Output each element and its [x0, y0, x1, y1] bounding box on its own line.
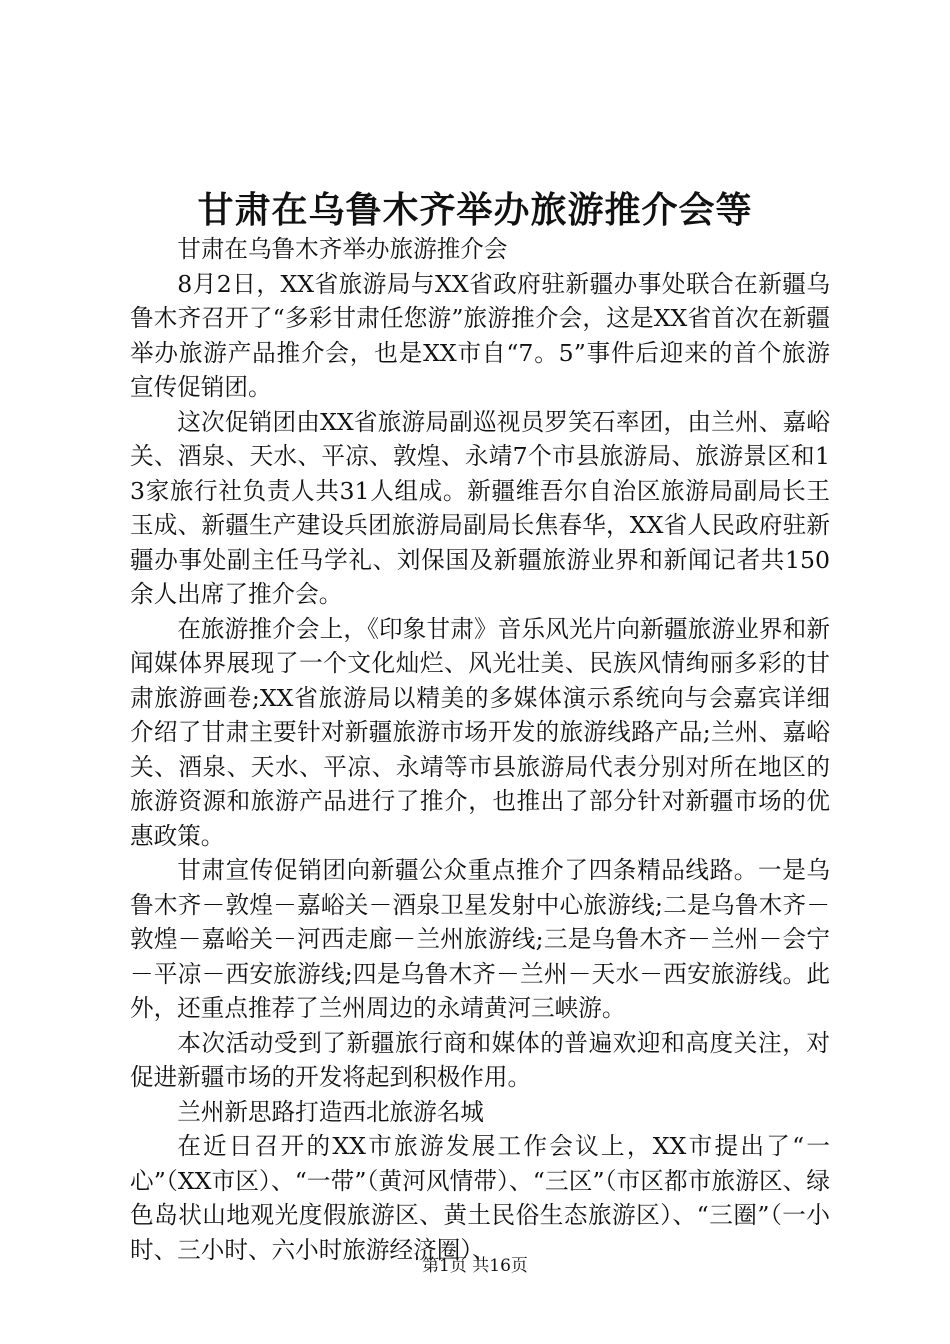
body-paragraph: 这次促销团由XX省旅游局副巡视员罗笑石率团，由兰州、嘉峪关、酒泉、天水、平凉、敦煌、永靖7个市县旅游局、旅游景区和13家旅行社负责人共31人组成。新疆维吾尔自治区旅游局副局长王玉成、新疆生产建设兵团旅游局副局长焦春华，XX省人民政府驻新疆办事处副主任马学礼、刘保国及新疆旅游业界和新闻记者共150余人出席了推介会。	[130, 407, 830, 608]
body-paragraph: 8月2日，XX省旅游局与XX省政府驻新疆办事处联合在新疆乌鲁木齐召开了“多彩甘肃任您游”旅游推介会，这是XX省首次在新疆举办旅游产品推介会，也是XX市自“7。5”事件后迎来的首个旅游宣传促销团。	[130, 269, 830, 401]
document-title: 甘肃在乌鲁木齐举办旅游推介会等	[197, 189, 753, 231]
body-paragraph: 甘肃宣传促销团向新疆公众重点推介了四条精品线路。一是乌鲁木齐－敦煌－嘉峪关－酒泉卫星发射中心旅游线;二是乌鲁木齐－敦煌－嘉峪关－河西走廊－兰州旅游线;三是乌鲁木齐－兰州－会宁－平凉－西安旅游线;四是乌鲁木齐－兰州－天水－西安旅游线。此外，还重点推荐了兰州周边的永靖黄河三峡游。	[130, 856, 830, 1022]
document-body	[130, 232, 830, 1267]
page-number-footer: 第1页 共16页	[422, 1256, 528, 1276]
body-paragraph: 在旅游推介会上，《印象甘肃》音乐风光片向新疆旅游业界和新闻媒体界展现了一个文化灿烂、风光壮美、民族风情绚丽多彩的甘肃旅游画卷;XX省旅游局以精美的多媒体演示系统向与会嘉宾详细介绍了甘肃主要针对新疆旅游市场开发的旅游线路产品;兰州、嘉峪关、酒泉、天水、平凉、永靖等市县旅游局代表分别对所在地区的旅游资源和旅游产品进行了推介，也推出了部分针对新疆市场的优惠政策。	[130, 614, 830, 850]
subheading-gansu-promotion: 甘肃在乌鲁木齐举办旅游推介会	[177, 235, 508, 263]
body-paragraph: 本次活动受到了新疆旅行商和媒体的普遍欢迎和高度关注，对促进新疆市场的开发将起到积极作用。	[130, 1028, 830, 1091]
subheading-lanzhou: 兰州新思路打造西北旅游名城	[177, 1097, 484, 1126]
body-paragraph: 在近日召开的XX市旅游发展工作会议上，XX市提出了“一心”（XX市区）、“一带”（黄河风情带）、“三区”（市区都市旅游区、绿色岛状山地观光度假旅游区、黄土民俗生态旅游区）、“三圈”（一小时、三小时、六小时旅游经济圈）、	[130, 1132, 830, 1264]
